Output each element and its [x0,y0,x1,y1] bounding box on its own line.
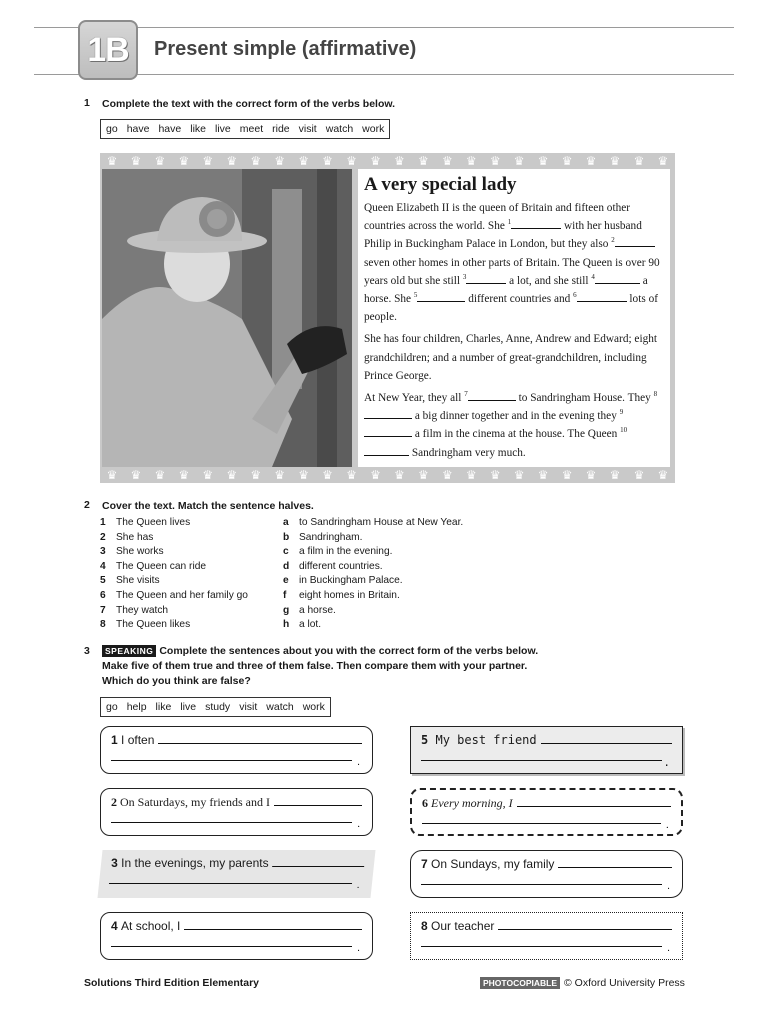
footer-book-title: Solutions Third Edition Elementary [84,977,260,989]
gap-7[interactable] [468,390,516,401]
list-item: 3 She works [100,546,164,558]
header-rule-top [34,27,734,28]
gap-6[interactable] [577,291,627,302]
list-item: e in Buckingham Palace. [283,575,403,587]
unit-badge: 1B [78,20,138,80]
gap-5[interactable] [417,291,465,302]
list-item: 2 She has [100,531,154,543]
article-title: A very special lady [364,174,517,195]
article [358,169,670,467]
match-right-column [283,516,463,633]
word: ride [272,123,290,135]
sentence-card-6[interactable]: 6 Every morning, I . [410,788,683,836]
sentence-card-4[interactable]: 4 At school, I . [100,912,373,960]
word: work [362,123,385,135]
gap-8[interactable] [364,408,412,419]
gap-9[interactable] [364,426,412,437]
gap-4[interactable] [595,273,640,284]
queen-photo [102,169,352,467]
list-item: 6 The Queen and her family go [100,589,248,601]
speaking-tag: SPEAKING [102,645,156,657]
crown-border-top: ♛ ♛ ♛ ♛ ♛ ♛ ♛ ♛ ♛ ♛ ♛ ♛ ♛ ♛ ♛ ♛ ♛ ♛ ♛ ♛ ♛ ♛ ♛ ♛ [106,154,669,168]
list-item: 8 The Queen likes [100,619,191,631]
gap-10[interactable] [364,445,409,456]
sentence-card-5[interactable]: 5 My best friend . [410,726,683,774]
word: study [205,701,231,713]
word: live [180,701,197,713]
word: help [126,701,147,713]
list-item: 5 She visits [100,575,160,587]
gap-2[interactable] [615,236,655,247]
page-title: Present simple (affirmative) [154,38,417,60]
match-left-column [100,516,248,633]
exercise-3-number: 3 [84,645,90,657]
sentence-card-2[interactable]: 2 On Saturdays, my friends and I . [100,788,373,836]
exercise-2-instruction: Cover the text. Match the sentence halves. [102,500,314,512]
word: visit [298,123,317,135]
exercise-3-word-box [100,697,331,717]
gap-1[interactable] [511,218,561,229]
sentence-card-1[interactable]: 1 I often . [100,726,373,774]
word: watch [325,123,354,135]
list-item: 1 The Queen lives [100,517,191,528]
word: meet [239,123,264,135]
list-item: g a horse. [283,604,336,616]
word: like [190,123,207,135]
list-item: a to Sandringham House at New Year. [283,517,464,528]
sentence-card-8[interactable]: 8 Our teacher . [410,912,683,960]
word: go [106,701,118,713]
exercise-3-instruction: SPEAKING Complete the sentences about you with the correct form of the verbs below. Make five of them true and three of them false. Then compare them with your partner. Which do you think are false? [102,645,539,687]
word: go [106,123,118,135]
list-item: f eight homes in Britain. [283,589,400,601]
list-item: d different countries. [283,560,383,572]
word: have [126,123,150,135]
gap-3[interactable] [466,273,506,284]
list-item: 4 The Queen can ride [100,560,207,572]
header-rule-bottom [34,74,734,75]
reading-panel [100,153,675,483]
word: like [155,701,172,713]
copyright-text: © Oxford University Press [564,977,685,989]
sentence-card-7[interactable]: 7 On Sundays, my family . [410,850,683,898]
article-paragraph-1: Queen Elizabeth II is the queen of Britain and fifteen other countries across the world. She $^1$ with her husband Philip in Buckingham Palace in London, but they also $^2$ seven other homes in other parts of Britain. The Queen is over 90 years old but she still $^3$ a lot, and she still $^4$ a horse. She $^5$ different countries and $^6$ lots of people. [364,202,660,324]
article-paragraph-3: At New Year, they all $^7$ to Sandringham House. They $^8$ a big dinner together and in the evening they $^9$ a film in the cinema at the house. The Queen $^{10}$ Sandringham very much. [364,390,658,459]
list-item: c a film in the evening. [283,546,393,558]
sentence-card-3[interactable]: 3 In the evenings, my parents . [97,850,375,898]
exercise-1-word-box [100,119,390,139]
list-item: 7 They watch [100,604,169,616]
word: work [302,701,325,713]
word: visit [239,701,258,713]
crown-border-bottom: ♛ ♛ ♛ ♛ ♛ ♛ ♛ ♛ ♛ ♛ ♛ ♛ ♛ ♛ ♛ ♛ ♛ ♛ ♛ ♛ ♛ ♛ ♛ ♛ [106,468,669,482]
article-paragraph-2: She has four children, Charles, Anne, Andrew and Edward; eight grandchildren; and a number of great-grandchildren, including Prince George. [364,333,658,382]
photocopiable-tag: PHOTOCOPIABLE [480,977,560,989]
word: live [215,123,231,135]
list-item: b Sandringham. [283,531,363,543]
exercise-1-number: 1 [84,97,90,109]
footer-copyright [480,977,685,989]
word: watch [266,701,294,713]
exercise-1-instruction: Complete the text with the correct form of the verbs below. [102,98,396,110]
word: have [158,123,182,135]
exercise-2-number: 2 [84,499,90,511]
list-item: h a lot. [283,619,322,631]
